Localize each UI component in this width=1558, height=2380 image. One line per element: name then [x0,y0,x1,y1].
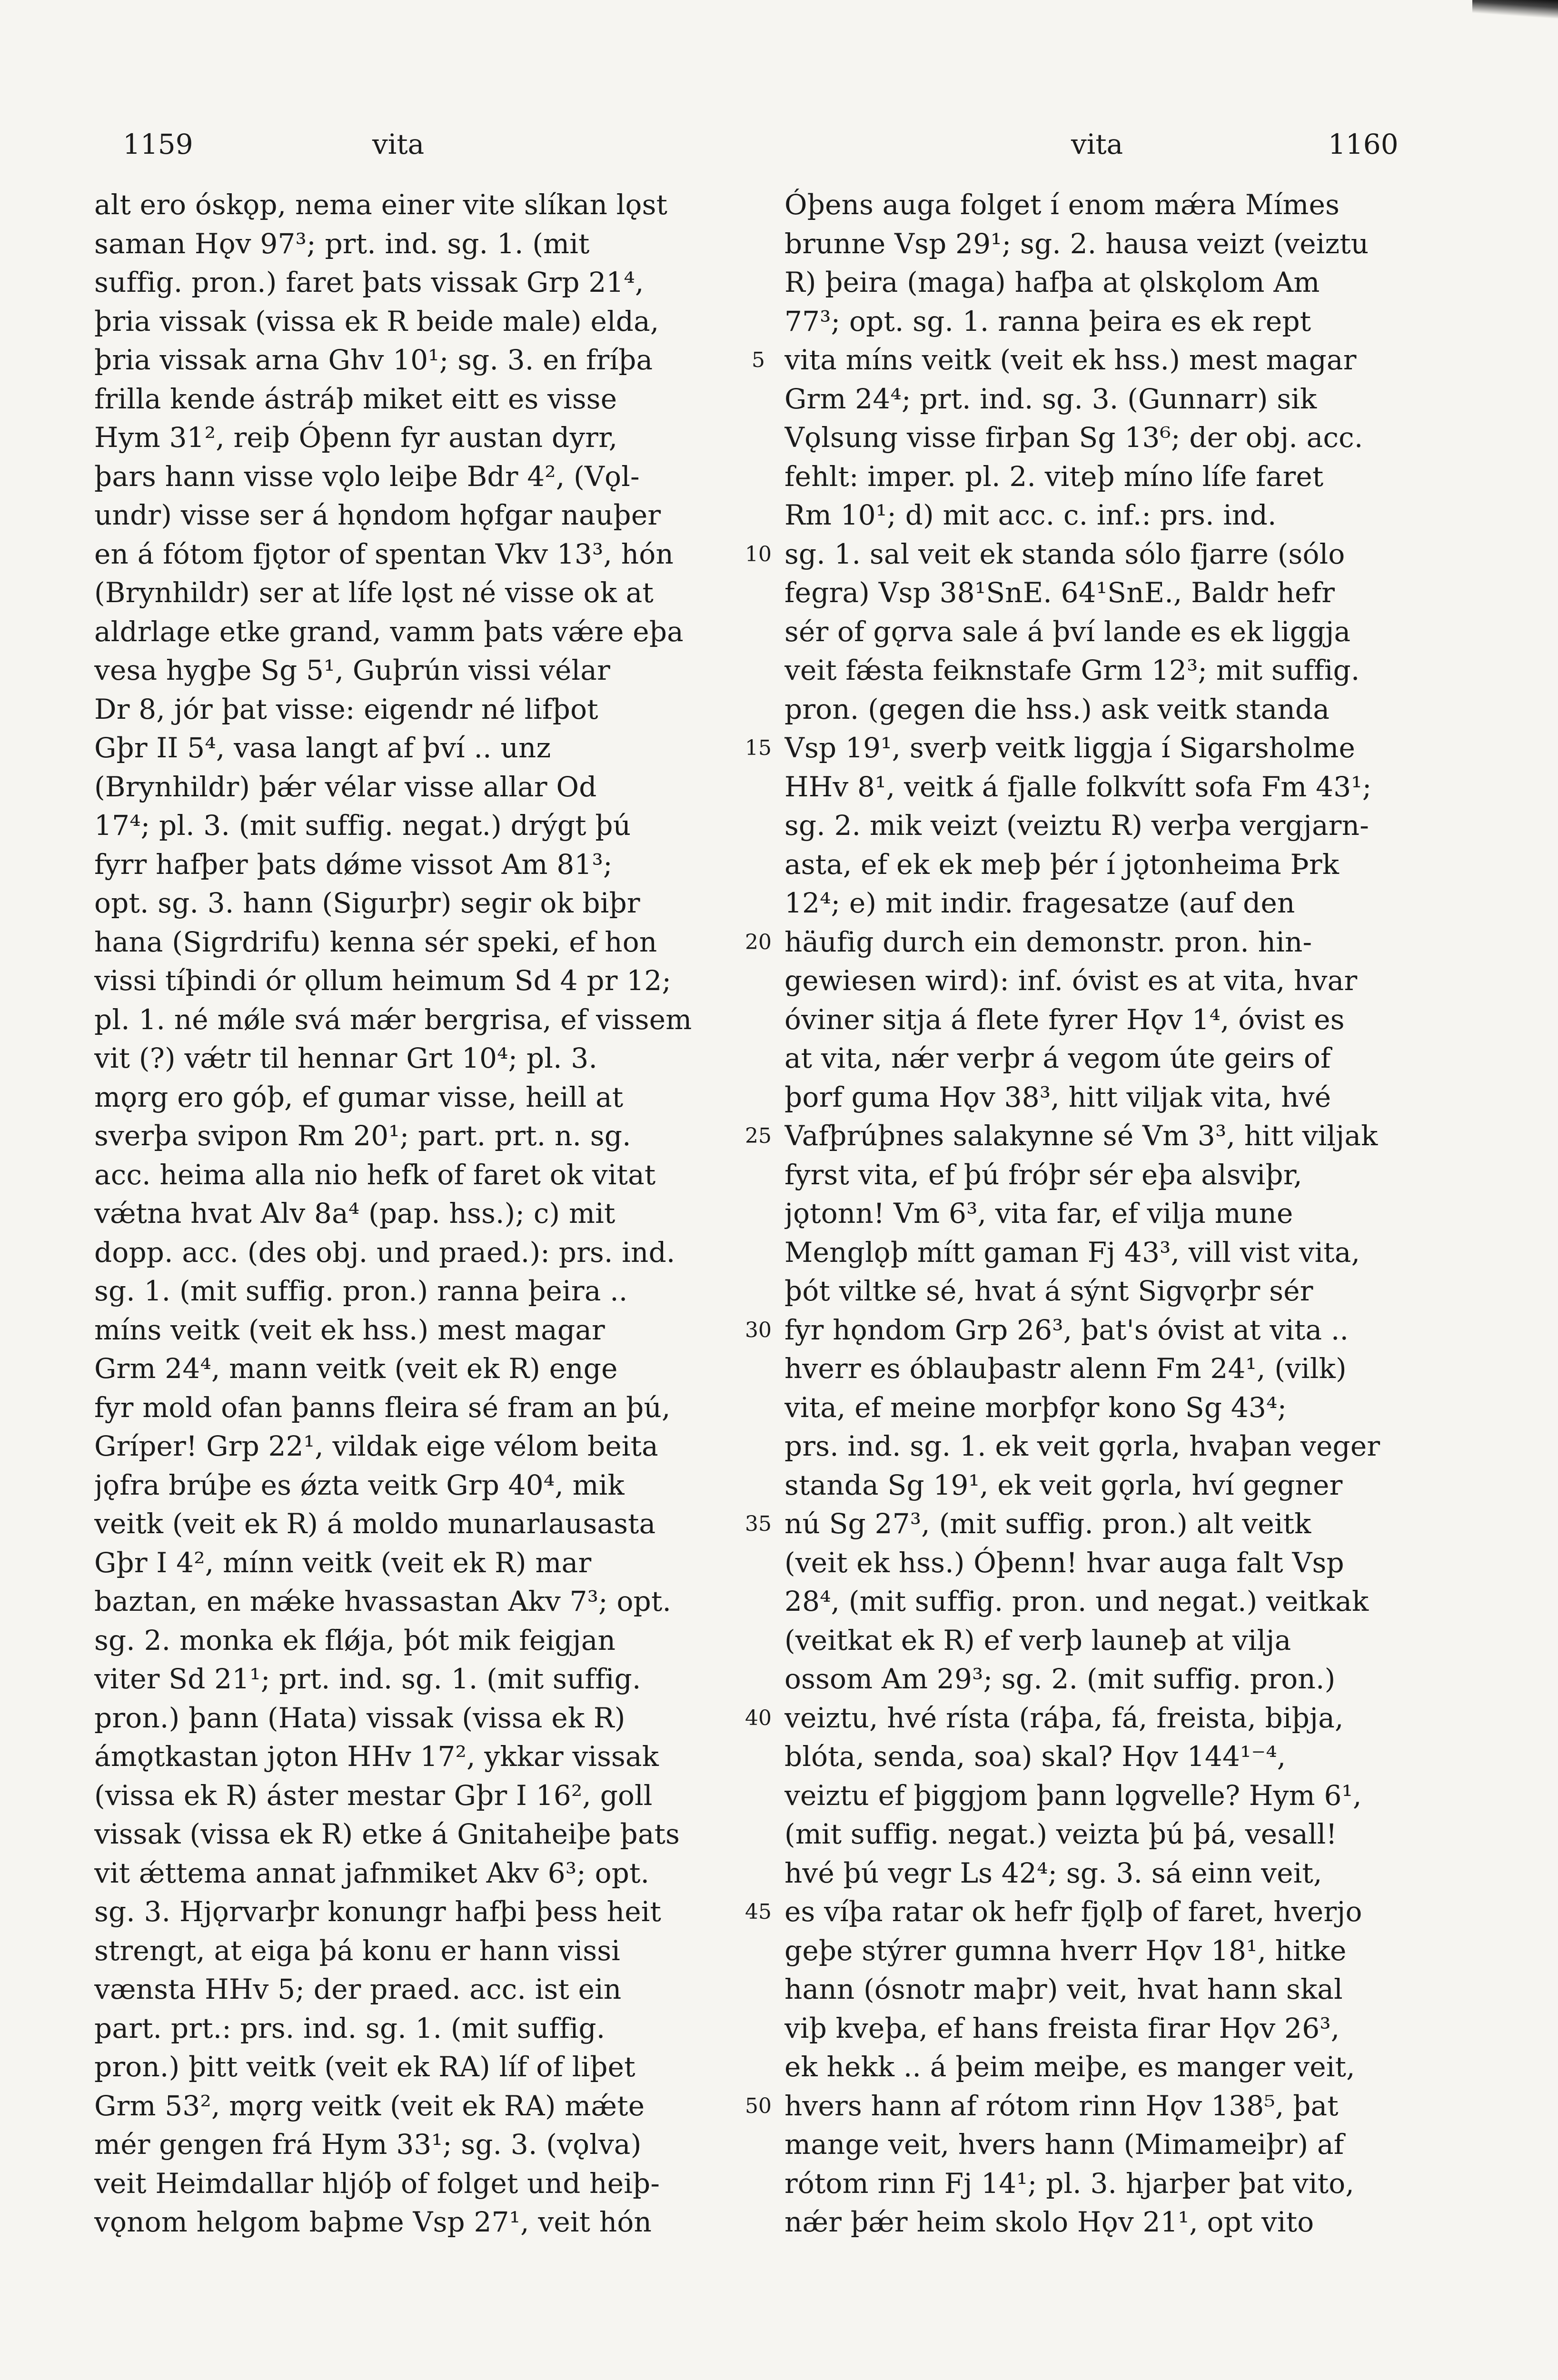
text-line: vænsta HHv 5; der praed. acc. ist ein [94,1973,622,2005]
text-line: Hym 31², reiþ Óþenn fyr austan dyrr, [94,421,618,454]
line-number [742,613,775,652]
text-line: Gríper! Grp 22¹, vildak eige vélom beita [94,1430,658,1462]
text-line: hann (ósnotr maþr) veit, hvat hann skal [784,1973,1343,2005]
text-line: aldrlage etke grand, vamm þats vǽre eþa [94,615,684,648]
text-line: þars hann visse vǫlo leiþe Bdr 4², (Vǫl- [94,460,640,493]
text-line: Gþr II 5⁴, vasa langt af því .. unz [94,732,551,764]
line-number: 10 [745,542,772,566]
line-number: 30 [745,1318,772,1342]
line-number [742,2164,775,2203]
text-line: acc. heima alla nio hefk of faret ok vitat [94,1158,656,1191]
line-number [742,845,775,884]
text-line: sér of gǫrva sale á því lande es ek liggja [784,615,1351,648]
line-number [742,2125,775,2164]
line-number [742,186,775,225]
text-line: standa Sg 19¹, ek veit gǫrla, hví gegner [784,1468,1343,1501]
text-line: HHv 8¹, veitk á fjalle folkvítt sofa Fm 43¹; [784,770,1372,803]
text-line: mange veit, hvers hann (Mimameiþr) af [784,2128,1344,2161]
text-line: pron. (gegen die hss.) ask veitk standa [784,693,1330,725]
text-line: 77³; opt. sg. 1. ranna þeira es ek rept [784,305,1311,337]
line-number [742,1388,775,1428]
text-line: es víþa ratar ok hefr fjǫlþ of faret, hverjo [784,1895,1362,1928]
text-line: pron.) þitt veitk (veit ek RA) líf of liþet [94,2051,635,2083]
text-line: 17⁴; pl. 3. (mit suffig. negat.) drýgt þú [94,809,631,842]
text-line: fehlt: imper. pl. 2. viteþ míno lífe faret [784,460,1324,493]
text-line: þria vissak (vissa ek R beide male) elda, [94,305,659,337]
text-line: Dr 8, jór þat visse: eigendr né lifþot [94,693,598,725]
text-line: ek hekk .. á þeim meiþe, es manger veit, [784,2051,1355,2083]
text-line: en á fótom fjǫtor of spentan Vkv 13³, hón [94,537,674,570]
line-number: 35 [745,1512,772,1536]
text-line: vǫnom helgom baþme Vsp 27¹, veit hón [94,2206,652,2238]
text-line: dopp. acc. (des obj. und praed.): prs. ind. [94,1236,675,1269]
text-line: häufig durch ein demonstr. pron. hin- [784,925,1312,958]
text-line: veitk (veit ek R) á moldo munarlausasta [94,1507,656,1540]
text-line: vissak (vissa ek R) etke á Gnitaheiþe þats [94,1818,680,1850]
text-line: hvé þú vegr Ls 42⁴; sg. 3. sá einn veit, [784,1856,1322,1889]
text-line: brunne Vsp 29¹; sg. 2. hausa veizt (veiztu [784,227,1369,260]
text-line: Vafþrúþnes salakynne sé Vm 3³, hitt viljak [784,1120,1378,1152]
line-number: 45 [745,1900,772,1924]
line-number [742,1815,775,1854]
text-line: Grm 24⁴; prt. ind. sg. 3. (Gunnarr) sik [784,382,1317,415]
text-line: mǫrg ero góþ, ef gumar visse, heill at [94,1081,624,1113]
scan-edge-shadow [1472,0,1558,19]
line-number [742,1156,775,1195]
line-number: 5 [752,348,765,372]
line-number [742,1349,775,1388]
line-number [742,2048,775,2087]
text-line: fyr mold ofan þanns fleira sé fram an þú, [94,1391,671,1424]
text-line: (Brynhildr) ser at lífe lǫst né visse ok at [94,576,654,609]
text-line: ossom Am 29³; sg. 2. (mit suffig. pron.) [784,1663,1336,1695]
left-column [94,186,746,2242]
line-number [742,496,775,535]
line-number: 15 [745,736,772,760]
line-number [742,1466,775,1505]
text-line: veit Heimdallar hljóþ of folget und heiþ- [94,2167,660,2200]
line-number [742,225,775,264]
text-line: R) þeira (maga) hafþa at ǫlskǫlom Am [784,266,1320,298]
text-line: saman Hǫv 97³; prt. ind. sg. 1. (mit [94,227,590,260]
line-number [742,1078,775,1117]
text-line: strengt, at eiga þá konu er hann vissi [94,1934,621,1967]
text-line: viter Sd 21¹; prt. ind. sg. 1. (mit suffig. [94,1663,641,1695]
text-line: hvers hann af rótom rinn Hǫv 138⁵, þat [784,2089,1339,2122]
text-line: (veitkat ek R) ef verþ launeþ at vilja [784,1624,1291,1656]
line-number [742,962,775,1001]
text-line: Óþens auga folget í enom mǽra Mímes [784,188,1340,221]
line-number: 40 [745,1706,772,1730]
text-line: blóta, senda, soa) skal? Hǫv 144¹⁻⁴, [784,1740,1286,1773]
text-line: (mit suffig. negat.) veizta þú þá, vesall! [784,1818,1337,1850]
text-line: jǫtonn! Vm 6³, vita far, ef vilja mune [784,1197,1293,1230]
text-line: sg. 1. (mit suffig. pron.) ranna þeira .. [94,1275,628,1307]
text-line: sg. 1. sal veit ek standa sólo fjarre (sólo [784,537,1345,570]
line-number [742,1233,775,1272]
text-line: ámǫtkastan jǫton HHv 17², ykkar vissak [94,1740,659,1773]
line-number [742,1001,775,1040]
line-number [742,1932,775,1971]
text-line: 28⁴, (mit suffig. pron. und negat.) veitkak [784,1585,1369,1617]
line-number [742,768,775,807]
text-line: gewiesen wird): inf. óvist es at vita, hvar [784,964,1358,997]
text-line: sg. 2. monka ek flǿja, þót mik feigjan [94,1624,616,1656]
line-number: 20 [745,930,772,954]
text-line: vita míns veitk (veit ek hss.) mest magar [784,344,1357,376]
line-number [742,302,775,341]
line-number [742,1854,775,1893]
text-line: asta, ef ek ek meþ þér í jǫtonheima Þrk [784,848,1340,881]
running-headword-right: vita [1071,128,1123,160]
line-number [742,418,775,457]
text-line: viþ kveþa, ef hans freista firar Hǫv 26³, [784,2012,1340,2044]
text-line: vesa hygþe Sg 5¹, Guþrún vissi vélar [94,654,610,686]
line-number [742,1582,775,1621]
text-line: óviner sitja á flete fyrer Hǫv 1⁴, óvist es [784,1003,1345,1036]
text-line: vissi tíþindi ór ǫllum heimum Sd 4 pr 12; [94,964,672,997]
text-line: (vissa ek R) áster mestar Gþr I 16², goll [94,1779,653,1812]
text-line: prs. ind. sg. 1. ek veit gǫrla, hvaþan veger [784,1430,1380,1462]
text-line: undr) visse ser á hǫndom hǫfgar nauþer [94,499,661,531]
line-number [742,457,775,496]
line-number-gutter [742,186,775,2242]
text-line: fyr hǫndom Grp 26³, þat's óvist at vita .. [784,1313,1349,1346]
line-number: 50 [745,2093,772,2118]
text-line: veit fǽsta feiknstafe Grm 12³; mit suffig. [784,654,1360,686]
text-line: Vǫlsung visse firþan Sg 13⁶; der obj. acc. [784,421,1363,454]
line-number [742,2009,775,2048]
text-line: 12⁴; e) mit indir. fragesatze (auf den [784,887,1295,919]
text-line: opt. sg. 3. hann (Sigurþr) segir ok biþr [94,887,640,919]
text-line: pron.) þann (Hata) vissak (vissa ek R) [94,1701,625,1734]
text-line: jǫfra brúþe es ǿzta veitk Grp 40⁴, mik [94,1468,625,1501]
line-number [742,2203,775,2242]
text-line: sg. 2. mik veizt (veiztu R) verþa vergjarn- [784,809,1369,842]
text-line: frilla kende ástráþ miket eitt es visse [94,382,617,415]
text-line: fyrst vita, ef þú fróþr sér eþa alsviþr, [784,1158,1302,1191]
text-line: sg. 3. Hjǫrvarþr konungr hafþi þess heit [94,1895,661,1928]
text-line: þót viltke sé, hvat á sýnt Sigvǫrþr sér [784,1275,1313,1307]
line-number [742,1544,775,1583]
right-column [784,186,1437,2242]
line-number [742,690,775,729]
line-number [742,1194,775,1233]
line-number [742,1737,775,1776]
line-number [742,1970,775,2009]
text-line: (veit ek hss.) Óþenn! hvar auga falt Vsp [784,1546,1344,1579]
text-line: veiztu ef þiggjom þann lǫgvelle? Hym 6¹, [784,1779,1362,1812]
line-number [742,1621,775,1660]
text-line: sverþa svipon Rm 20¹; part. prt. n. sg. [94,1120,631,1152]
text-line: baztan, en mǽke hvassastan Akv 7³; opt. [94,1585,672,1617]
line-number [742,1776,775,1815]
text-line: Menglǫþ mítt gaman Fj 43³, vill vist vita, [784,1236,1360,1269]
text-line: þorf guma Hǫv 38³, hitt viljak vita, hvé [784,1081,1331,1113]
text-line: fegra) Vsp 38¹SnE. 64¹SnE., Baldr hefr [784,576,1335,609]
line-number [742,574,775,613]
text-line: nǽr þǽr heim skolo Hǫv 21¹, opt vito [784,2206,1314,2238]
text-line: rótom rinn Fj 14¹; pl. 3. hjarþer þat vito, [784,2167,1355,2200]
text-line: þria vissak arna Ghv 10¹; sg. 3. en fríþa [94,344,653,376]
page-number-left: 1159 [123,128,193,160]
running-headword-left: vita [372,128,425,160]
text-line: fyrr hafþer þats dǿme vissot Am 81³; [94,848,613,881]
line-number [742,806,775,845]
line-number [742,1039,775,1078]
line-number [742,1660,775,1699]
line-number [742,1272,775,1311]
text-line: at vita, nǽr verþr á vegom úte geirs of [784,1042,1331,1074]
text-line: vǽtna hvat Alv 8a⁴ (pap. hss.); c) mit [94,1197,615,1230]
text-line: hana (Sigrdrifu) kenna sér speki, ef hon [94,925,657,958]
text-line: alt ero óskǫp, nema einer vite slíkan lǫst [94,188,668,221]
text-line: (Brynhildr) þǽr vélar visse allar Od [94,770,597,803]
text-line: Grm 53², mǫrg veitk (veit ek RA) mǽte [94,2089,645,2122]
text-line: pl. 1. né mǿle svá mǽr bergrisa, ef vissem [94,1003,692,1036]
text-line: suffig. pron.) faret þats vissak Grp 21⁴, [94,266,644,298]
text-line: Gþr I 4², mínn veitk (veit ek R) mar [94,1546,592,1579]
line-number [742,380,775,419]
line-number [742,263,775,302]
text-line: vit (?) vǽtr til hennar Grt 10⁴; pl. 3. [94,1042,598,1074]
text-line: veiztu, hvé rísta (ráþa, fá, freista, biþja, [784,1701,1344,1734]
text-line: part. prt.: prs. ind. sg. 1. (mit suffig. [94,2012,605,2044]
text-line: nú Sg 27³, (mit suffig. pron.) alt veitk [784,1507,1311,1540]
text-line: vit ǽttema annat jafnmiket Akv 6³; opt. [94,1856,650,1889]
text-line: Grm 24⁴, mann veitk (veit ek R) enge [94,1352,618,1385]
line-number [742,651,775,690]
text-line: Rm 10¹; d) mit acc. c. inf.: prs. ind. [784,499,1277,531]
line-number [742,884,775,923]
page-number-right: 1160 [1328,128,1399,160]
text-line: hverr es óblauþastr alenn Fm 24¹, (vilk) [784,1352,1347,1385]
text-line: míns veitk (veit ek hss.) mest magar [94,1313,605,1346]
text-line: mér gengen frá Hym 33¹; sg. 3. (vǫlva) [94,2128,642,2161]
line-number: 25 [745,1124,772,1148]
text-line: Vsp 19¹, sverþ veitk liggja í Sigarsholme [784,732,1355,764]
line-number [742,1427,775,1466]
text-line: geþe stýrer gumna hverr Hǫv 18¹, hitke [784,1934,1347,1967]
text-line: vita, ef meine morþfǫr kono Sg 43⁴; [784,1391,1287,1424]
